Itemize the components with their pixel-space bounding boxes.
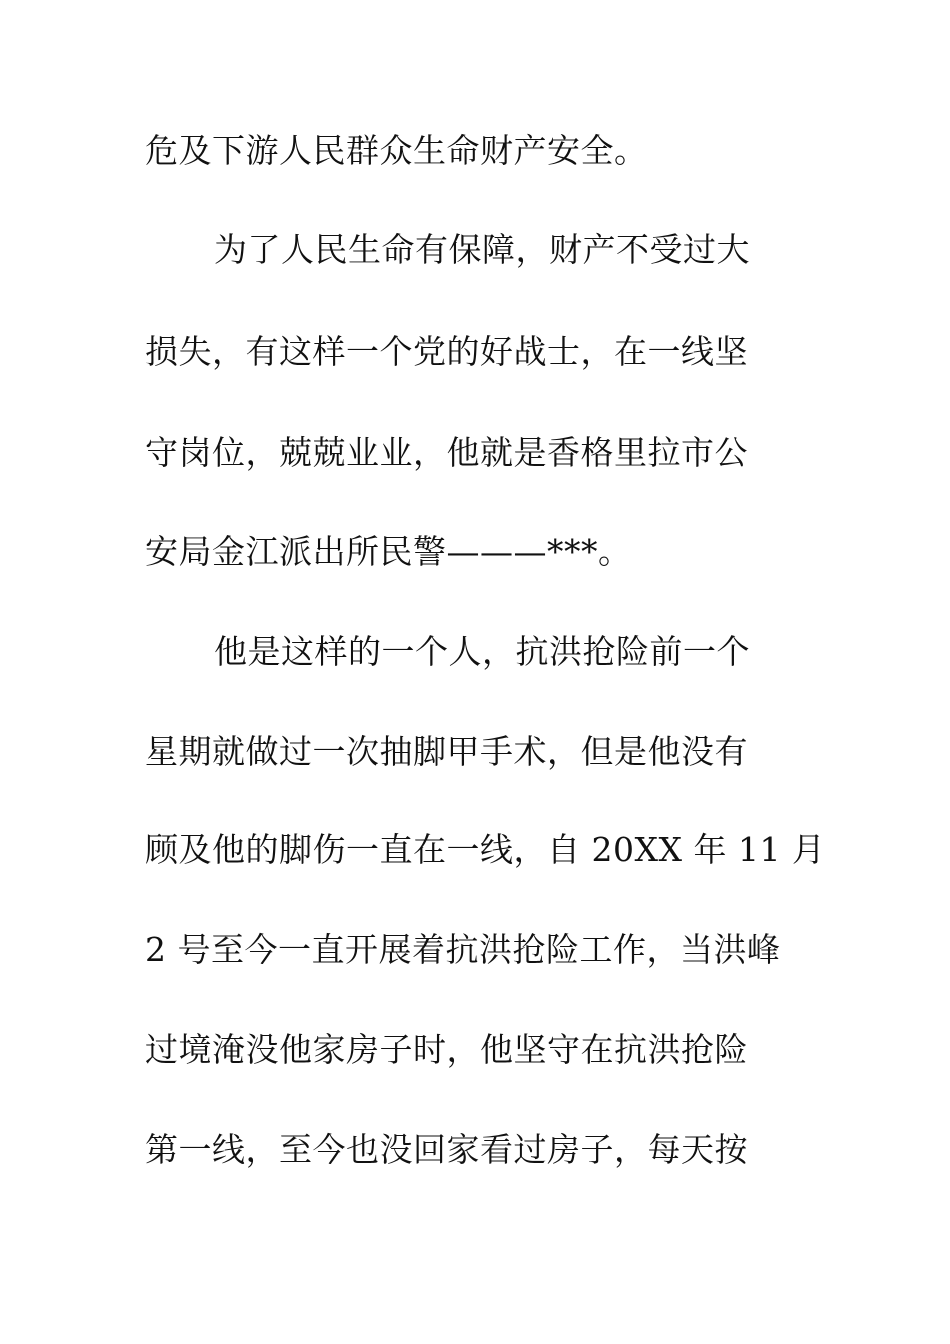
paragraph-first-line: 为了人民生命有保障，财产不受过大 [214,230,750,269]
text-line: 星期就做过一次抽脚甲手术，但是他没有 [145,732,748,771]
text-line: 损失，有这样一个党的好战士，在一线坚 [145,332,748,371]
text-line: 2 号至今一直开展着抗洪抢险工作，当洪峰 [145,930,781,969]
text-line: 安局金江派出所民警———***。 [145,532,632,571]
text-line: 过境淹没他家房子时，他坚守在抗洪抢险 [145,1030,748,1069]
text-line: 守岗位，兢兢业业，他就是香格里拉市公 [145,433,748,472]
text-line: 危及下游人民群众生命财产安全。 [145,131,648,170]
text-line: 第一线，至今也没回家看过房子，每天按 [145,1130,748,1169]
paragraph-first-line: 他是这样的一个人，抗洪抢险前一个 [214,632,750,671]
text-line: 顾及他的脚伤一直在一线，自 20XX 年 11 月 [145,830,826,869]
